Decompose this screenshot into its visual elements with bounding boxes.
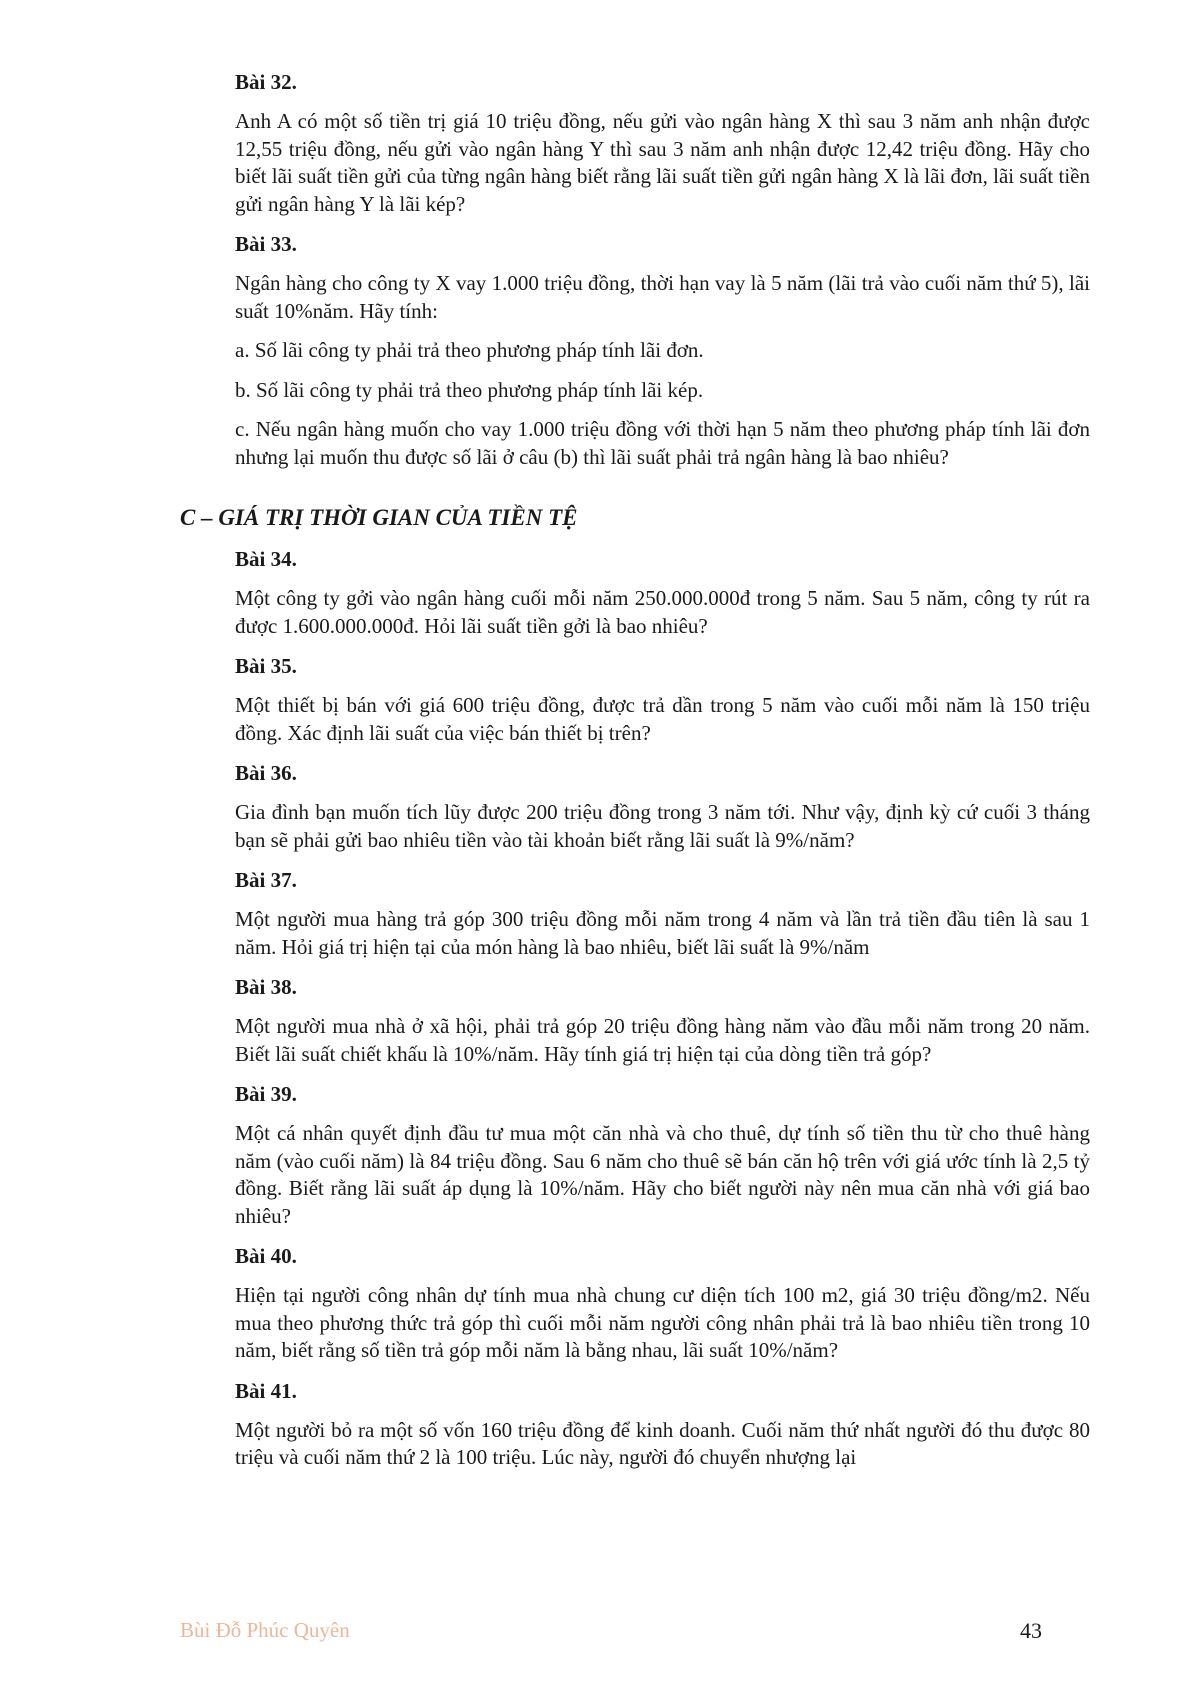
problem-text: Ngân hàng cho công ty X vay 1.000 triệu đồng, thời hạn vay là 5 năm (lãi trả vào cuối năm thứ 5), lãi suất 10%năm. Hãy tính: — [235, 271, 1090, 323]
footer-author: Bùi Đỗ Phúc Quyên — [180, 1618, 350, 1642]
problem-item-c: c. Nếu ngân hàng muốn cho vay 1.000 triệu đồng với thời hạn 5 năm theo phương pháp tính lãi đơn nhưng lại muốn thu được số lãi ở câu (b) thì lãi suất phải trả ngân hàng là bao nhiêu? — [235, 417, 1090, 469]
problem-text: Một cá nhân quyết định đầu tư mua một căn nhà và cho thuê, dự tính số tiền thu từ cho thuê hàng năm (vào cuối năm) là 84 triệu đồng. Sau 6 năm cho thuê sẽ bán căn hộ trên với giá ước tính là 2,5 tỷ đồng. Biết rằng lãi suất áp dụng là 10%/năm. Hãy cho biết người này nên mua căn nhà với giá bao nhiêu? — [235, 1121, 1090, 1228]
problem-title: Bài 35. — [235, 654, 297, 678]
page-content — [180, 68, 1090, 1484]
problem-title: Bài 36. — [235, 761, 297, 785]
problem-text: Hiện tại người công nhân dự tính mua nhà chung cư diện tích 100 m2, giá 30 triệu đồng/m2. Nếu mua theo phương thức trả góp thì cuối mỗi năm người công nhân phải trả là bao nhiêu tiền trong 10 năm, biết rằng số tiền trả góp mỗi năm là bằng nhau, lãi suất 10%/năm? — [235, 1283, 1090, 1362]
problem-title: Bài 32. — [235, 70, 297, 94]
problem-title: Bài 33. — [235, 232, 297, 256]
problem-item-b: b. Số lãi công ty phải trả theo phương pháp tính lãi kép. — [235, 377, 704, 402]
problem-text: Một người mua nhà ở xã hội, phải trả góp 20 triệu đồng hàng năm vào đầu mỗi năm trong 20 năm. Biết lãi suất chiết khấu là 10%/năm. Hãy tính giá trị hiện tại của dòng tiền trả góp? — [235, 1014, 1090, 1066]
problem-38 — [235, 973, 1090, 1068]
problem-text: Một người mua hàng trả góp 300 triệu đồng mỗi năm trong 4 năm và lần trả tiền đầu tiên là sau 1 năm. Hỏi giá trị hiện tại của món hàng là bao nhiêu, biết lãi suất là 9%/năm — [235, 907, 1090, 959]
problem-title: Bài 34. — [235, 547, 297, 571]
problem-title: Bài 41. — [235, 1378, 297, 1403]
problem-title: Bài 38. — [235, 975, 297, 999]
problem-item-a: a. Số lãi công ty phải trả theo phương pháp tính lãi đơn. — [235, 338, 704, 362]
problem-32 — [235, 68, 1090, 218]
problem-40 — [235, 1242, 1090, 1365]
section-heading: C – GIÁ TRỊ THỜI GIAN CỦA TIỀN TỆ — [180, 505, 578, 530]
problem-35 — [235, 652, 1090, 747]
problem-text: Một công ty gởi vào ngân hàng cuối mỗi năm 250.000.000đ trong 5 năm. Sau 5 năm, công ty rút ra được 1.600.000.000đ. Hỏi lãi suất tiền gởi là bao nhiêu? — [235, 586, 1090, 638]
problem-title: Bài 39. — [235, 1082, 297, 1106]
problem-39 — [235, 1080, 1090, 1230]
problem-37 — [235, 866, 1090, 961]
page-number: 43 — [1020, 1618, 1042, 1643]
problem-41 — [235, 1377, 1090, 1472]
problem-text: Một người bỏ ra một số vốn 160 triệu đồng để kinh doanh. Cuối năm thứ nhất người đó thu được 80 triệu và cuối năm thứ 2 là 100 triệu. Lúc này, người đó chuyển nhượng lại — [235, 1417, 1090, 1469]
problem-36 — [235, 759, 1090, 854]
problem-34 — [235, 545, 1090, 640]
problem-33 — [235, 230, 1090, 471]
problem-text: Gia đình bạn muốn tích lũy được 200 triệu đồng trong 3 năm tới. Như vậy, định kỳ cứ cuối 3 tháng bạn sẽ phải gửi bao nhiêu tiền vào tài khoản biết rằng lãi suất là 9%/năm? — [235, 800, 1090, 852]
problem-title: Bài 40. — [235, 1244, 297, 1268]
problem-text: Một thiết bị bán với giá 600 triệu đồng, được trả dần trong 5 năm vào cuối mỗi năm là 150 triệu đồng. Xác định lãi suất của việc bán thiết bị trên? — [235, 693, 1090, 745]
problem-text: Anh A có một số tiền trị giá 10 triệu đồng, nếu gửi vào ngân hàng X thì sau 3 năm anh nhận được 12,55 triệu đồng, nếu gửi vào ngân hàng Y thì sau 3 năm anh nhận được 12,42 triệu đồng. Hãy cho biết lãi suất tiền gửi của từng ngân hàng biết rằng lãi suất tiền gửi ngân hàng X là lãi đơn, lãi suất tiền gửi ngân hàng Y là lãi kép? — [235, 109, 1090, 216]
problem-title: Bài 37. — [235, 868, 297, 892]
